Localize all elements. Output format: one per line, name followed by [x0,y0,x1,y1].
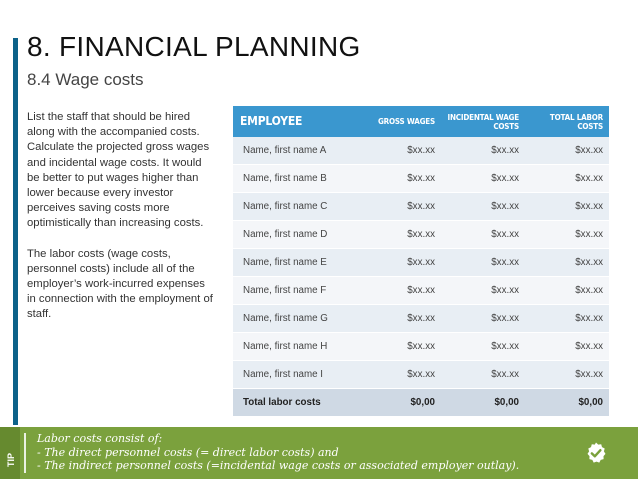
total-incidental-wage-costs: $0,00 [441,389,525,417]
employee-name-cell: Name, first name I [233,361,363,389]
table-row [233,249,609,277]
total-labor-costs-cell: $xx.xx [525,165,609,193]
table-header-row [233,106,609,137]
employee-name-cell: Name, first name H [233,333,363,361]
page-title: 8. FINANCIAL PLANNING [27,31,361,62]
table-row [233,221,609,249]
total-labor-costs-cell: $xx.xx [525,277,609,305]
table-row [233,277,609,305]
table-row [233,361,609,389]
incidental-wage-costs-cell: $xx.xx [441,249,525,277]
employee-name-cell: Name, first name C [233,193,363,221]
column-header-total-labor-costs: TOTAL LABOR COSTS [525,106,609,137]
employee-name-cell: Name, first name E [233,249,363,277]
gross-wages-cell: $xx.xx [363,193,441,221]
total-labor-costs-cell: $xx.xx [525,333,609,361]
employee-name-cell: Name, first name B [233,165,363,193]
gross-wages-cell: $xx.xx [363,221,441,249]
employee-name-cell: Name, first name A [233,137,363,165]
total-labor-costs-cell: $xx.xx [525,221,609,249]
incidental-wage-costs-cell: $xx.xx [441,277,525,305]
tip-line: - The indirect personnel costs (=incidental wage costs or associated employer outlay). [37,459,520,472]
gross-wages-cell: $xx.xx [363,305,441,333]
table-row [233,333,609,361]
tip-text [37,432,597,473]
total-labor-costs-cell: $xx.xx [525,137,609,165]
incidental-wage-costs-cell: $xx.xx [441,221,525,249]
employee-name-cell: Name, first name G [233,305,363,333]
incidental-wage-costs-cell: $xx.xx [441,305,525,333]
gross-wages-cell: $xx.xx [363,165,441,193]
gross-wages-cell: $xx.xx [363,249,441,277]
column-header-gross-wages: GROSS WAGES [363,106,441,137]
incidental-wage-costs-cell: $xx.xx [441,193,525,221]
employee-name-cell: Name, first name F [233,277,363,305]
tip-side-tab [0,427,20,479]
tip-line: - The direct personnel costs (= direct labor costs) and [37,445,339,459]
total-labor-costs-cell: $xx.xx [525,361,609,389]
accent-bar [13,38,18,425]
total-gross-wages: $0,00 [363,389,441,417]
total-label: Total labor costs [233,389,363,417]
total-labor-costs-cell: $xx.xx [525,249,609,277]
gross-wages-cell: $xx.xx [363,333,441,361]
wage-costs-table [233,106,609,417]
column-header-incidental-wage-costs: INCIDENTAL WAGE COSTS [441,106,525,137]
incidental-wage-costs-cell: $xx.xx [441,165,525,193]
table-row [233,137,609,165]
table-total-row [233,389,609,417]
employee-name-cell: Name, first name D [233,221,363,249]
gross-wages-cell: $xx.xx [363,361,441,389]
total-labor-costs-cell: $xx.xx [525,193,609,221]
table-row [233,305,609,333]
incidental-wage-costs-cell: $xx.xx [441,137,525,165]
table-row [233,193,609,221]
intro-paragraph: List the staff that should be hired along with the accompanied costs. Calculate the projected gross wages and incidental wage costs. It would be better to put wages higher than lower because every investor perceives saving costs more optimistically than increasing costs. [27,111,210,230]
tip-divider [24,433,26,473]
total-labor-costs-cell: $xx.xx [525,305,609,333]
gross-wages-cell: $xx.xx [363,137,441,165]
page-subtitle: 8.4 Wage costs [27,70,144,89]
table-row [233,165,609,193]
tip-label: TIP [6,453,16,468]
intro-text [27,110,215,338]
tip-box [0,427,638,479]
incidental-wage-costs-cell: $xx.xx [441,333,525,361]
column-header-employee: EMPLOYEE [233,106,363,137]
tip-line: Labor costs consist of: [37,432,163,445]
incidental-wage-costs-cell: $xx.xx [441,361,525,389]
total-labor-costs: $0,00 [525,389,609,417]
intro-paragraph: The labor costs (wage costs, personnel costs) include all of the employer’s work-incurred expenses in connection with the employment of staff. [27,247,213,321]
gross-wages-cell: $xx.xx [363,277,441,305]
check-badge-icon [584,441,608,465]
